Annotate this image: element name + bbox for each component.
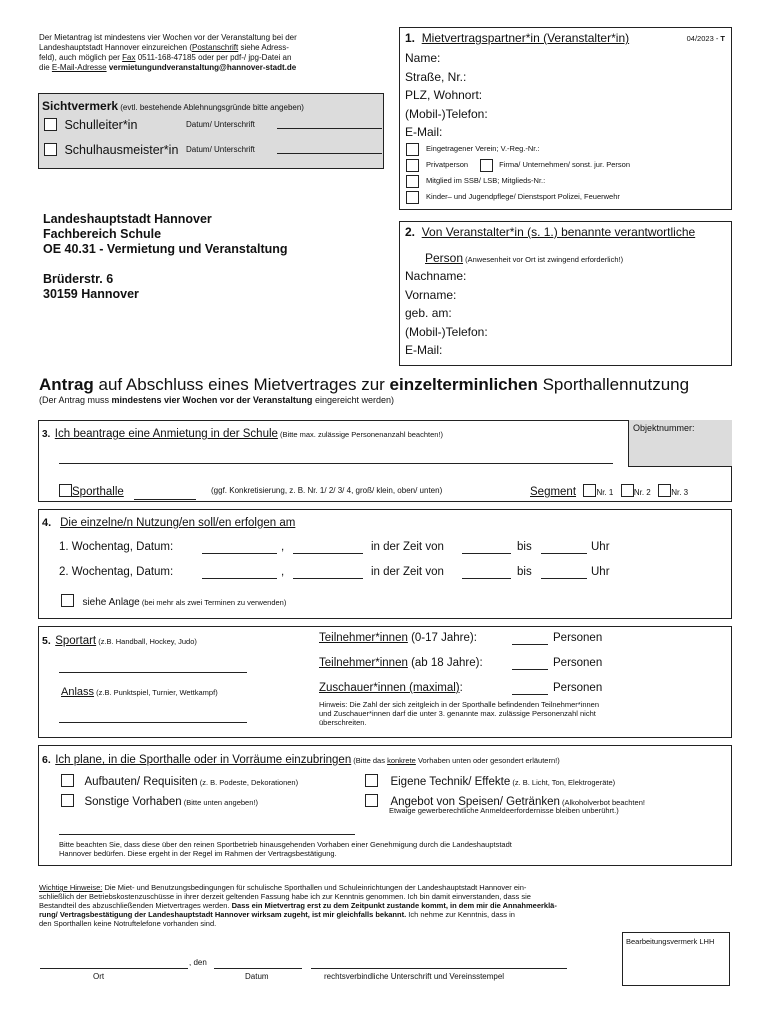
gewerbe-note: Etwaige gewerberechtliche Anmeldeerfordernisse bleiben unberührt.) xyxy=(389,806,619,815)
section-1-fields xyxy=(405,49,488,142)
intro-line: Der Mietantrag ist mindestens vier Wochen vor der Veranstaltung bei der xyxy=(39,33,297,42)
intro-line: feld), auch möglich per Fax 0511-168-47185 oder per pdf-/ jpg-Datei an xyxy=(39,53,292,62)
section-4-heading: 4. Die einzelne/n Nutzung/en soll/en erfolgen am xyxy=(42,517,296,529)
nachname-field[interactable]: Nachname: xyxy=(405,269,467,283)
anlage-checkbox[interactable] xyxy=(61,594,74,607)
teilnehmer-adult-row: Teilnehmer*innen (ab 18 Jahre): xyxy=(319,657,483,669)
schulleiter-checkbox[interactable] xyxy=(44,118,57,131)
plz-field[interactable]: PLZ, Wohnort: xyxy=(405,88,483,102)
den-label: , den xyxy=(189,958,207,967)
ort-label: Ort xyxy=(93,972,105,981)
hausmeister-checkbox[interactable] xyxy=(44,143,57,156)
personen-label: Personen xyxy=(553,682,603,694)
sonstige-checkbox[interactable] xyxy=(61,794,74,807)
phone-field[interactable]: (Mobil-)Telefon: xyxy=(405,106,488,121)
personen-label: Personen xyxy=(553,632,603,644)
address-line: Fachbereich Schule xyxy=(43,227,162,241)
ort-line[interactable] xyxy=(40,968,188,969)
section-3-box xyxy=(38,420,732,502)
street-field[interactable]: Straße, Nr.: xyxy=(405,69,467,84)
speisen-row: Angebot von Speisen/ Getränken (Alkoholverbot beachten! xyxy=(365,792,645,810)
datum-label: Datum xyxy=(245,972,269,981)
termin-row-1: 1. Wochentag, Datum: , in der Zeit von bis Uhr xyxy=(59,541,610,553)
schulleiter-signature-line[interactable] xyxy=(277,118,382,129)
sichtvermerk-box xyxy=(38,93,384,169)
birthdate-field[interactable]: geb. am: xyxy=(405,306,452,320)
segment-3-checkbox[interactable] xyxy=(658,484,671,497)
termin-row-2: 2. Wochentag, Datum: , in der Zeit von bis Uhr xyxy=(59,566,610,578)
address-line: Brüderstr. 6 xyxy=(43,272,114,286)
ssb-checkbox[interactable] xyxy=(406,175,419,188)
firma-checkbox[interactable] xyxy=(480,159,493,172)
section-2-box xyxy=(399,221,732,366)
segment-row: Segment Nr. 1 Nr. 2 Nr. 3 xyxy=(530,486,689,498)
genehmigung-note: Bitte beachten Sie, dass diese über den reinen Sportbetrieb hinausgehenden Vorhaben einer Genehmigung durch die Landeshauptstadt Hannover bedürfen. Diese ergeht in der Regel im Rahmen der Vertragsbestätigung. xyxy=(59,840,512,858)
to-2-line[interactable] xyxy=(541,565,587,579)
technik-checkbox[interactable] xyxy=(365,774,378,787)
personen-label: Personen xyxy=(553,657,603,669)
type-checkboxes: Eingetragener Verein; V.-Reg.-Nr.: Privatperson Firma/ Unternehmen/ sonst. jur. Person Mitglied im SSB/ LSB; Mitglieds-Nr.: Kinder– und Jugendpflege/ Dienstsport Polizei, Feuerwehr xyxy=(406,143,630,207)
school-name-line[interactable] xyxy=(59,463,613,464)
section-6-heading: 6. Ich plane, in die Sporthalle oder in Vorräume einzubringen (Bitte das konkrete Vorhaben unten oder gesondert erläutern!) xyxy=(42,754,560,766)
date-2-line[interactable] xyxy=(202,565,277,579)
from-2-line[interactable] xyxy=(462,565,511,579)
segment-1-checkbox[interactable] xyxy=(583,484,596,497)
signature-label: rechtsverbindliche Unterschrift und Vereinsstempel xyxy=(324,972,505,981)
section-2-subheading: Person (Anwesenheit vor Ort ist zwingend erforderlich!) xyxy=(425,251,624,265)
address-line: OE 40.31 - Vermietung und Veranstaltung xyxy=(43,242,288,256)
date-1-line[interactable] xyxy=(202,540,277,554)
sporthalle-checkbox[interactable] xyxy=(59,484,72,497)
privatperson-checkbox[interactable] xyxy=(406,159,419,172)
address-line: 30159 Hannover xyxy=(43,287,139,301)
section-1-box xyxy=(399,27,732,210)
zuschauer-row: Zuschauer*innen (maximal): xyxy=(319,682,463,694)
to-1-line[interactable] xyxy=(541,540,587,554)
contact-phone-field[interactable]: (Mobil-)Telefon: xyxy=(405,324,488,339)
bearbeitungsvermerk-box: Bearbeitungsvermerk LHH xyxy=(622,932,730,986)
wichtige-hinweise: Wichtige Hinweise: Die Miet- und Benutzungsbedingungen für schulische Sporthallen und Schuleinrichtungen der Landeshauptstadt Hannover ein- schließlich der Betriebskostenzuschüsse in ihrer derzeit geltenden Fassung habe ich zur Kenntnis genommen. Ich bin damit einverstanden, dass sie Bestandteil des abzuschließenden Mietvertrages werden. Dass ein Mietvertrag erst zu dem Zeitpunkt zustande kommt, in dem mir die Annahmeerklä- rung/ Vertragsbestätigung der Landeshauptstadt Hannover wirksam zugeht, ist mir gleichfalls bekannt. Ich nehme zur Kenntnis, dass in den Sporthallen keine Notruftelefone vorhanden sind. xyxy=(39,883,557,928)
hausmeister-row: Schulhausmeister*in Datum/ Unterschrift xyxy=(44,141,178,159)
section-1-heading: 1. Mietvertragspartner*in (Veranstalter*in) xyxy=(405,31,630,45)
verein-checkbox[interactable] xyxy=(406,143,419,156)
anlass-label: Anlass (z.B. Punktspiel, Turnier, Wettkampf) xyxy=(61,686,218,698)
weekday-2-line[interactable] xyxy=(293,565,363,579)
vorhaben-line[interactable] xyxy=(59,834,355,835)
contact-email-field[interactable]: E-Mail: xyxy=(405,343,443,357)
postanschrift-link[interactable]: Postanschrift xyxy=(192,43,239,52)
section-2-heading: 2. Von Veranstalter*in (s. 1.) benannte verantwortliche xyxy=(405,225,696,239)
section-2-fields xyxy=(405,267,488,360)
address-line: Landeshauptstadt Hannover xyxy=(43,212,212,226)
page-subtitle: (Der Antrag muss mindestens vier Wochen vor der Veranstaltung eingereicht werden) xyxy=(39,395,394,405)
aufbauten-row: Aufbauten/ Requisiten (z. B. Podeste, Dekorationen) xyxy=(61,772,298,790)
anlage-row: siehe Anlage (bei mehr als zwei Terminen zu verwenden) xyxy=(61,592,286,610)
address-block xyxy=(43,212,288,302)
sichtvermerk-heading: Sichtvermerk (evtl. bestehende Ablehnungsgründe bitte angeben) xyxy=(42,99,304,113)
speisen-checkbox[interactable] xyxy=(365,794,378,807)
intro-text xyxy=(39,33,391,73)
hausmeister-signature-line[interactable] xyxy=(277,143,382,154)
sporthalle-row: Sporthalle xyxy=(59,482,196,500)
section-3-heading: 3. Ich beantrage eine Anmietung in der Schule (Bitte max. zulässige Personenanzahl beachten!) xyxy=(42,428,444,440)
intro-line: die E-Mail-Adresse vermietungundveranstaltung@hannover-stadt.de xyxy=(39,63,297,72)
section-4-box xyxy=(38,509,732,619)
sportart-label: 5. Sportart (z.B. Handball, Hockey, Judo) xyxy=(42,635,197,647)
datum-line[interactable] xyxy=(214,968,302,969)
section-6-box xyxy=(38,745,732,866)
sportart-line[interactable] xyxy=(59,672,247,673)
email-field[interactable]: E-Mail: xyxy=(405,125,443,139)
objektnummer-box[interactable]: Objektnummer: xyxy=(628,420,732,467)
signature-line[interactable] xyxy=(311,968,567,969)
name-field[interactable]: Name: xyxy=(405,51,441,65)
teilnehmer-adult-line[interactable] xyxy=(512,658,548,670)
sporthalle-number-line[interactable] xyxy=(134,490,196,500)
sonstige-row: Sonstige Vorhaben (Bitte unten angeben!) xyxy=(61,792,258,810)
teilnehmer-minor-line[interactable] xyxy=(512,633,548,645)
segment-2-checkbox[interactable] xyxy=(621,484,634,497)
teilnehmer-minor-row: Teilnehmer*innen (0-17 Jahre): xyxy=(319,632,477,644)
hinweis-personenzahl: Hinweis: Die Zahl der sich zeitgleich in der Sporthalle befindenden Teilnehmer*innen und Zuschauer*innen darf die unter 3. genannte max. zulässige Personenzahl nicht überschreiten. xyxy=(319,700,600,727)
form-version: 04/2023 - T xyxy=(686,34,725,43)
konkretisierung-note: (ggf. Konkretisierung, z. B. Nr. 1/ 2/ 3/ 4, groß/ klein, oben/ unten) xyxy=(211,486,443,495)
intro-line: Landeshauptstadt Hannover einzureichen (Postanschrift siehe Adress- xyxy=(39,43,289,52)
page-title: Antrag auf Abschluss eines Mietvertrages zur einzelterminlichen Sporthallennutzung xyxy=(39,375,690,394)
schulleiter-row: Schulleiter*in Datum/ Unterschrift xyxy=(44,116,137,134)
jugendpflege-checkbox[interactable] xyxy=(406,191,419,204)
anlass-line[interactable] xyxy=(59,722,247,723)
fax-link[interactable]: Fax xyxy=(122,53,136,62)
section-5-box xyxy=(38,626,732,738)
vorname-field[interactable]: Vorname: xyxy=(405,287,457,302)
zuschauer-line[interactable] xyxy=(512,683,548,695)
from-1-line[interactable] xyxy=(462,540,511,554)
technik-row: Eigene Technik/ Effekte (z. B. Licht, Ton, Elektrogeräte) xyxy=(365,772,615,790)
email-link[interactable]: E-Mail-Adresse xyxy=(51,63,107,72)
aufbauten-checkbox[interactable] xyxy=(61,774,74,787)
weekday-1-line[interactable] xyxy=(293,540,363,554)
